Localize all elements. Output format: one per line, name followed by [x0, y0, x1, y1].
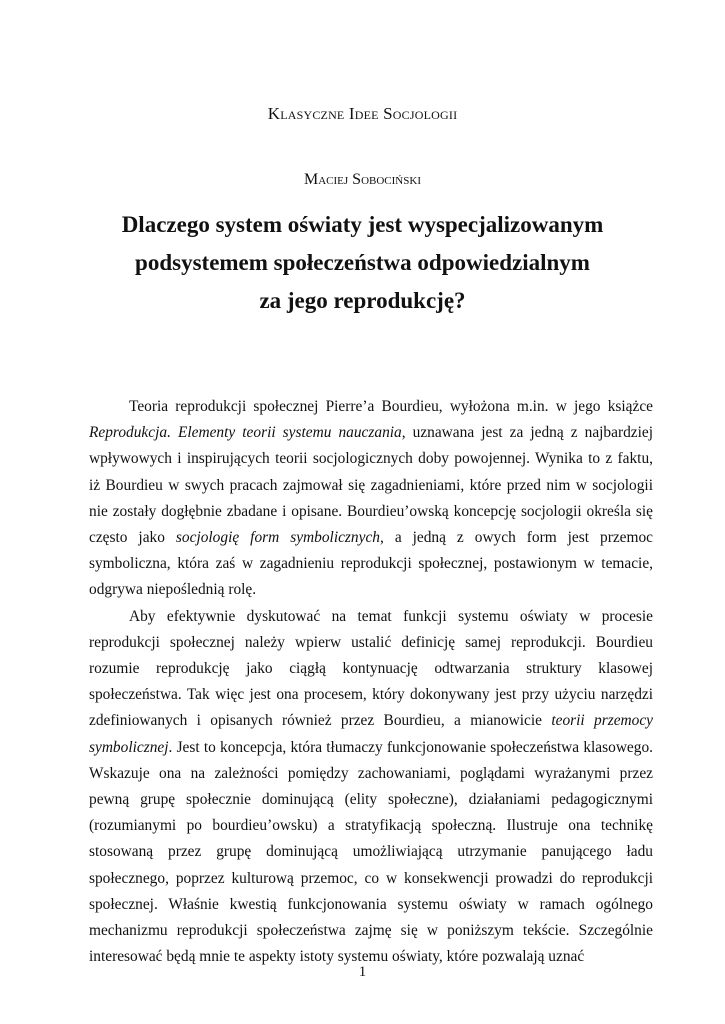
text-segment: uznawana jest za jedną z najbardziej wpływowych i inspirujących teorii socjologicznych doby powojennej. Wynika to z faktu, iż Bourdieu w swych pracach zajmował się zagadnieniami, które przed nim w socjologii nie zostały dogłębnie zbadane i opisane. Bourdieu’owską koncepcję socjologii określa się często jako — [89, 424, 653, 547]
title-line-2: podsystemem społeczeństwa odpowiedzialnym — [135, 250, 590, 275]
body-paragraph — [89, 604, 653, 971]
italic-text-segment: Reprodukcja. Elementy teorii systemu nauczania, — [89, 424, 406, 442]
body-paragraph — [89, 394, 653, 604]
text-segment: , a jedną z owych form jest przemoc symboliczna, która zaś w zagadnieniu reprodukcji społecznej, postawionym w temacie, odgrywa niepoślednią rolę. — [89, 529, 653, 599]
document-title — [60, 206, 665, 320]
page-number: 1 — [358, 964, 367, 980]
body-text — [89, 394, 653, 970]
text-segment: . Jest to koncepcja, która tłumaczy funkcjonowanie społeczeństwa klasowego. Wskazuje ona na zależności pomiędzy zachowaniami, poglądami wyrażanymi przez pewną grupę społecznie dominującą (elity społeczne), działaniami pedagogicznymi (rozumianymi po bourdieu’owsku) a stratyfikacją społeczną. Ilustruje ona technikę stosowaną przez grupę dominującą umożliwiającą utrzymanie panującego ładu społecznego, poprzez kulturową przemoc, co w konsekwencji prowadzi do reprodukcji społecznej. Właśnie kwestią funkcjonowania systemu oświaty w ramach ogólnego mechanizmu reprodukcji społeczeństwa zajmę się w poniższym tekście. Szczególnie interesować będą mnie te aspekty istoty systemu oświaty, które pozwalają uznać — [89, 738, 653, 966]
title-line-3: za jego reprodukcję? — [259, 288, 466, 313]
author-name: Maciej Sobociński — [304, 171, 421, 188]
italic-text-segment: teorii przemocy symbolicznej — [89, 712, 654, 756]
italic-text-segment: socjologię form symbolicznych — [175, 529, 380, 547]
title-line-1: Dlaczego system oświaty jest wyspecjalizowanym — [121, 212, 604, 237]
series-title: Klasyczne Idee Socjologii — [267, 104, 458, 123]
text-segment: Teoria reprodukcji społecznej Pierre’a Bourdieu, wyłożona m.in. w jego książce — [129, 398, 653, 415]
text-segment: Aby efektywnie dyskutować na temat funkcji systemu oświaty w procesie reprodukcji społecznej należy wpierw ustalić definicję samej reprodukcji. Bourdieu rozumie reprodukcję jako ciągłą kontynuację odtwarzania struktury klasowej społeczeństwa. Tak więc jest ona procesem, który dokonywany jest przy użyciu narzędzi zdefiniowanych i opisanych również przez Bourdieu, a mianowicie — [89, 607, 653, 730]
